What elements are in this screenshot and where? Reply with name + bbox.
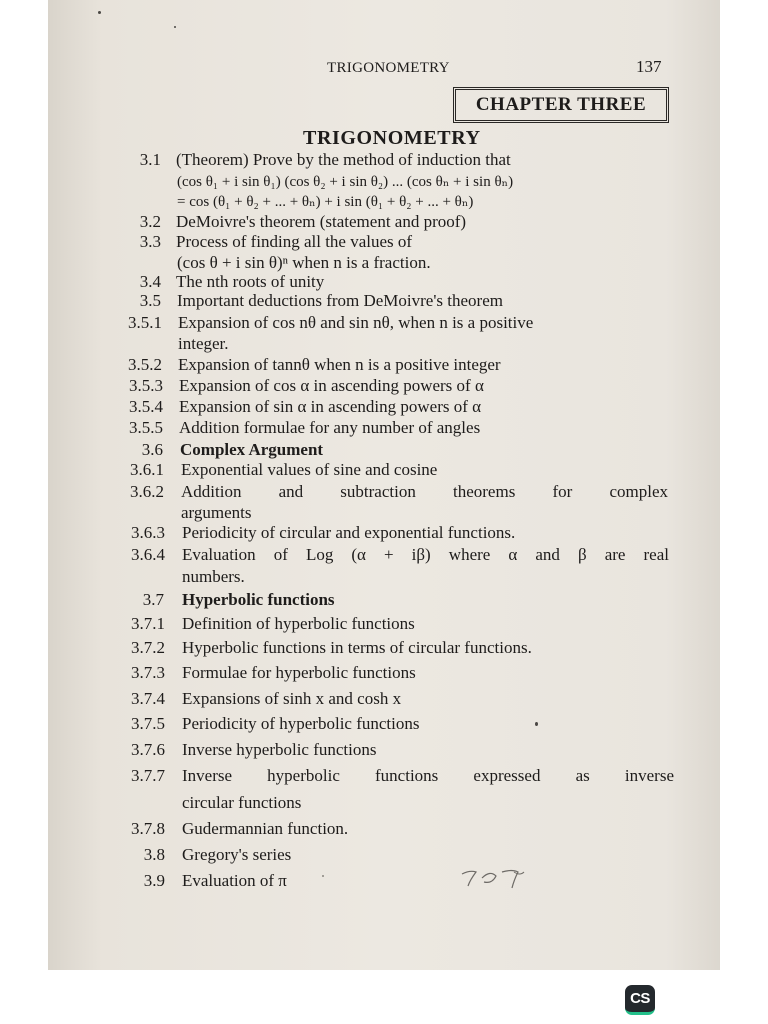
chapter-title: TRIGONOMETRY [303, 127, 481, 149]
toc-entry [0, 845, 768, 867]
section-number: 3.7.4 [131, 689, 165, 708]
handwritten-note [460, 866, 526, 890]
section-title: Hyperbolic functions in terms of circular functions. [182, 638, 532, 657]
section-title: Addition formulae for any number of angles [179, 418, 481, 437]
section-title: Expansion of cos nθ and sin nθ, when n is a positive [178, 313, 534, 332]
toc-entry [0, 766, 768, 788]
toc-entry [0, 150, 768, 172]
section-number: 3.7.3 [131, 663, 165, 682]
section-number: 3.6.3 [131, 523, 165, 542]
section-title: Addition and subtraction theorems for complex [181, 482, 668, 501]
toc-entry [0, 291, 768, 313]
section-number: 3.7.1 [131, 614, 165, 633]
toc-entry [0, 590, 768, 612]
toc-entry [0, 212, 768, 234]
section-number: 3.7.8 [131, 819, 165, 838]
speck [174, 26, 176, 28]
toc-entry [0, 418, 768, 440]
toc-entry [0, 482, 768, 504]
section-number: 3.5 [139, 291, 161, 310]
section-title: Definition of hyperbolic functions [182, 614, 415, 633]
section-title: Periodicity of circular and exponential functions. [182, 523, 516, 542]
toc-entry-line [0, 192, 768, 214]
running-head: TRIGONOMETRY [327, 60, 450, 76]
speck [322, 875, 324, 877]
section-number: 3.5.5 [129, 418, 163, 437]
section-title: Inverse hyperbolic functions expressed as inverse [182, 766, 674, 785]
section-title: Expansion of tannθ when n is a positive integer [178, 355, 501, 374]
section-number: 3.2 [139, 212, 161, 231]
toc-entry [0, 440, 768, 462]
section-number: 3.6.4 [131, 545, 165, 564]
toc-entry-line [0, 172, 768, 194]
camscanner-logo-icon [625, 985, 655, 1015]
section-formula: = cos (θ₁ + θ₂ + ... + θₙ) + i sin (θ₁ + θ₂ + ... + θₙ) [177, 194, 474, 210]
section-heading: Complex Argument [180, 440, 324, 459]
section-title-continued: arguments [181, 503, 252, 522]
section-number: 3.6 [141, 440, 163, 459]
section-title: Expansion of cos α in ascending powers of α [179, 376, 484, 395]
section-number: 3.1 [139, 150, 161, 169]
toc-entry-line [0, 793, 768, 815]
toc-entry [0, 523, 768, 545]
toc-entry [0, 460, 768, 482]
toc-entry [0, 819, 768, 841]
section-number: 3.7.2 [131, 638, 165, 657]
section-number: 3.6.2 [130, 482, 164, 501]
section-title: Gudermannian function. [182, 819, 349, 838]
toc-entry [0, 638, 768, 660]
logo-label: CS [630, 990, 650, 1007]
section-title-continued: (cos θ + i sin θ)ⁿ when n is a fraction. [177, 253, 431, 272]
section-title: DeMoivre's theorem (statement and proof) [176, 212, 467, 231]
chapter-label: CHAPTER THREE [475, 94, 647, 115]
toc-entry-line [0, 503, 768, 525]
section-number: 3.7.7 [131, 766, 165, 785]
page-number: 137 [636, 57, 662, 76]
section-heading: Hyperbolic functions [182, 590, 335, 609]
toc-entry [0, 376, 768, 398]
section-title: Expansions of sinh x and cosh x [182, 689, 402, 708]
section-title: Process of finding all the values of [176, 232, 413, 251]
section-title: Periodicity of hyperbolic functions [182, 714, 420, 733]
section-title: Important deductions from DeMoivre's theorem [177, 291, 503, 310]
section-title: Evaluation of π [182, 871, 287, 890]
section-number: 3.3 [139, 232, 161, 251]
toc-entry [0, 689, 768, 711]
toc-entry [0, 232, 768, 254]
section-title: (Theorem) Prove by the method of induction that [176, 150, 511, 169]
chapter-label-box [453, 87, 669, 123]
section-number: 3.8 [143, 845, 165, 864]
section-title: Exponential values of sine and cosine [181, 460, 438, 479]
section-title: Expansion of sin α in ascending powers of α [179, 397, 482, 416]
section-title-continued: numbers. [182, 567, 245, 586]
toc-entry [0, 714, 768, 736]
section-title: Formulae for hyperbolic functions [182, 663, 416, 682]
toc-entry [0, 355, 768, 377]
toc-entry [0, 545, 768, 567]
toc-entry-line [0, 334, 768, 356]
toc-entry-line [0, 567, 768, 589]
section-formula: (cos θ₁ + i sin θ₁) (cos θ₂ + i sin θ₂) ... (cos θₙ + i sin θₙ) [177, 174, 514, 190]
toc-entry [0, 614, 768, 636]
section-number: 3.4 [139, 272, 161, 291]
section-number: 3.5.3 [129, 376, 163, 395]
section-number: 3.7.6 [131, 740, 165, 759]
section-title-continued: integer. [178, 334, 229, 353]
section-number: 3.9 [143, 871, 165, 890]
section-number: 3.5.1 [128, 313, 162, 332]
section-title: Evaluation of Log (α + iβ) where α and β are real [182, 545, 669, 564]
section-title: Gregory's series [182, 845, 292, 864]
section-title-continued: circular functions [182, 793, 302, 812]
section-number: 3.5.4 [129, 397, 163, 416]
section-number: 3.7 [142, 590, 164, 609]
toc-entry [0, 871, 768, 893]
speck [98, 11, 101, 14]
section-title: The nth roots of unity [176, 272, 325, 291]
toc-entry [0, 740, 768, 762]
section-number: 3.6.1 [130, 460, 164, 479]
section-title: Inverse hyperbolic functions [182, 740, 377, 759]
toc-entry [0, 313, 768, 335]
section-number: 3.7.5 [131, 714, 165, 733]
pen-mark [535, 722, 538, 726]
section-number: 3.5.2 [128, 355, 162, 374]
toc-entry [0, 663, 768, 685]
toc-entry [0, 397, 768, 419]
